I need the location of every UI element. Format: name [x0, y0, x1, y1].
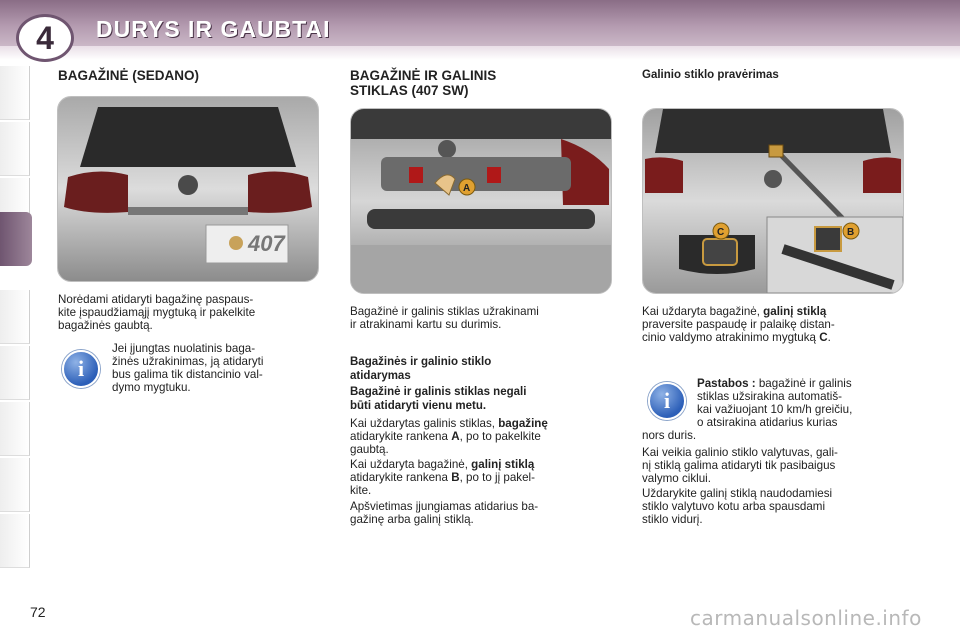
heading-line: STIKLAS (407 SW)	[350, 83, 469, 98]
text-line: Kai uždaryta bagažinė, galinį stiklą	[350, 458, 535, 471]
text-line: o atsirakina atidarius kurias	[697, 416, 838, 429]
rear-paragraph-3	[642, 487, 904, 526]
chapter-title: DURYS IR GAUBTAI	[96, 16, 331, 42]
heading-line: atidarymas	[350, 370, 411, 382]
side-tabs	[0, 66, 34, 576]
text-line: nį stiklą galima atidaryti tik pasibaigus	[642, 459, 836, 472]
sw-paragraph-5	[350, 500, 610, 526]
sedan-paragraph	[58, 293, 318, 332]
text-line: Kai uždaryta bagažinė, galinį stiklą	[642, 305, 827, 318]
sedan-note	[112, 342, 318, 394]
text-line: kite įspaudžiamąjį mygtuką ir pakelkite	[58, 306, 256, 319]
badge-407: 407	[248, 231, 285, 256]
heading-line: BAGAŽINĖ IR GALINIS	[350, 68, 497, 83]
side-tab[interactable]	[0, 514, 30, 568]
chapter-number: 4	[16, 14, 74, 62]
text-line: žinės užrakinimas, ją atidaryti	[112, 355, 264, 368]
side-tab[interactable]	[0, 458, 30, 512]
heading-line: Bagažinės ir galinio stiklo	[350, 356, 492, 368]
side-tab[interactable]	[0, 122, 30, 176]
sw-bold-warning	[350, 385, 610, 413]
side-tab[interactable]	[0, 290, 30, 344]
side-tab-active[interactable]	[0, 212, 32, 266]
label-b: B	[847, 227, 855, 238]
text-line: valymo ciklui.	[642, 472, 711, 485]
watermark: carmanualsonline.info	[690, 606, 922, 630]
text-line: gaubtą.	[350, 443, 389, 456]
rear-window-illustration	[643, 109, 903, 293]
text-line: atidarykite rankena B, po to jį pakel-	[350, 471, 535, 484]
text-line: Norėdami atidaryti bagažinę paspaus-	[58, 293, 254, 306]
text-line: Uždarykite galinį stiklą naudodamiesi	[642, 487, 833, 500]
sw-paragraph-4	[350, 458, 610, 497]
text-line: bus galima tik distancinio val-	[112, 368, 263, 381]
text-line: atidarykite rankena A, po to pakelkite	[350, 430, 541, 443]
rear-paragraph-2	[642, 446, 904, 485]
info-icon: i	[62, 350, 100, 388]
photo-rear-window	[642, 108, 904, 294]
photo-sedan-trunk	[57, 96, 319, 282]
text-line: praversite paspaudę ir palaikę distan-	[642, 318, 835, 331]
text-line: stiklas užsirakina automatiš-	[697, 390, 842, 403]
text-line: Bagažinė ir galinis stiklas užrakinami	[350, 305, 539, 318]
text-line: cinio valdymo atrakinimo mygtuką C.	[642, 331, 831, 344]
sw-paragraph-1	[350, 305, 610, 331]
info-icon: i	[648, 382, 686, 420]
text-line: Apšvietimas įjungiamas atidarius ba-	[350, 500, 539, 513]
text-line: kai važiuojant 10 km/h greičiu,	[697, 403, 853, 416]
section-heading-sw	[350, 68, 496, 98]
section-heading-sedan: BAGAŽINĖ (SEDANO)	[58, 68, 199, 83]
rear-note-end: nors duris.	[642, 429, 697, 442]
text-line: Kai veikia galinio stiklo valytuvas, gali-	[642, 446, 838, 459]
text-line: stiklo vidurį.	[642, 513, 703, 526]
text-line: gažinę arba galinį stiklą.	[350, 513, 474, 526]
side-tab[interactable]	[0, 66, 30, 120]
sw-subheading	[350, 355, 491, 383]
sw-trunk-illustration	[351, 109, 611, 293]
header-band	[0, 46, 960, 60]
label-a: A	[463, 183, 471, 194]
rear-paragraph-1	[642, 305, 904, 344]
text-line: Pastabos : bagažinė ir galinis	[697, 377, 852, 390]
rear-note	[697, 377, 904, 429]
text-line: stiklo valytuvo kotu arba spausdami	[642, 500, 826, 513]
sedan-trunk-illustration	[58, 97, 318, 281]
page-number: 72	[30, 604, 46, 620]
text-line: būti atidaryti vienu metu.	[350, 400, 487, 412]
text-line: Bagažinė ir galinis stiklas negali	[350, 386, 527, 398]
side-tab[interactable]	[0, 402, 30, 456]
side-tab[interactable]	[0, 346, 30, 400]
text-line: ir atrakinami kartu su durimis.	[350, 318, 502, 331]
sw-paragraph-3	[350, 417, 610, 456]
section-heading-rear-window: Galinio stiklo pravėrimas	[642, 69, 779, 81]
text-line: Kai uždarytas galinis stiklas, bagažinę	[350, 417, 548, 430]
text-line: dymo mygtuku.	[112, 381, 191, 394]
text-line: Jei įjungtas nuolatinis baga-	[112, 342, 256, 355]
label-c: C	[717, 227, 725, 238]
photo-sw-trunk	[350, 108, 612, 294]
text-line: bagažinės gaubtą.	[58, 319, 153, 332]
text-line: kite.	[350, 484, 372, 497]
